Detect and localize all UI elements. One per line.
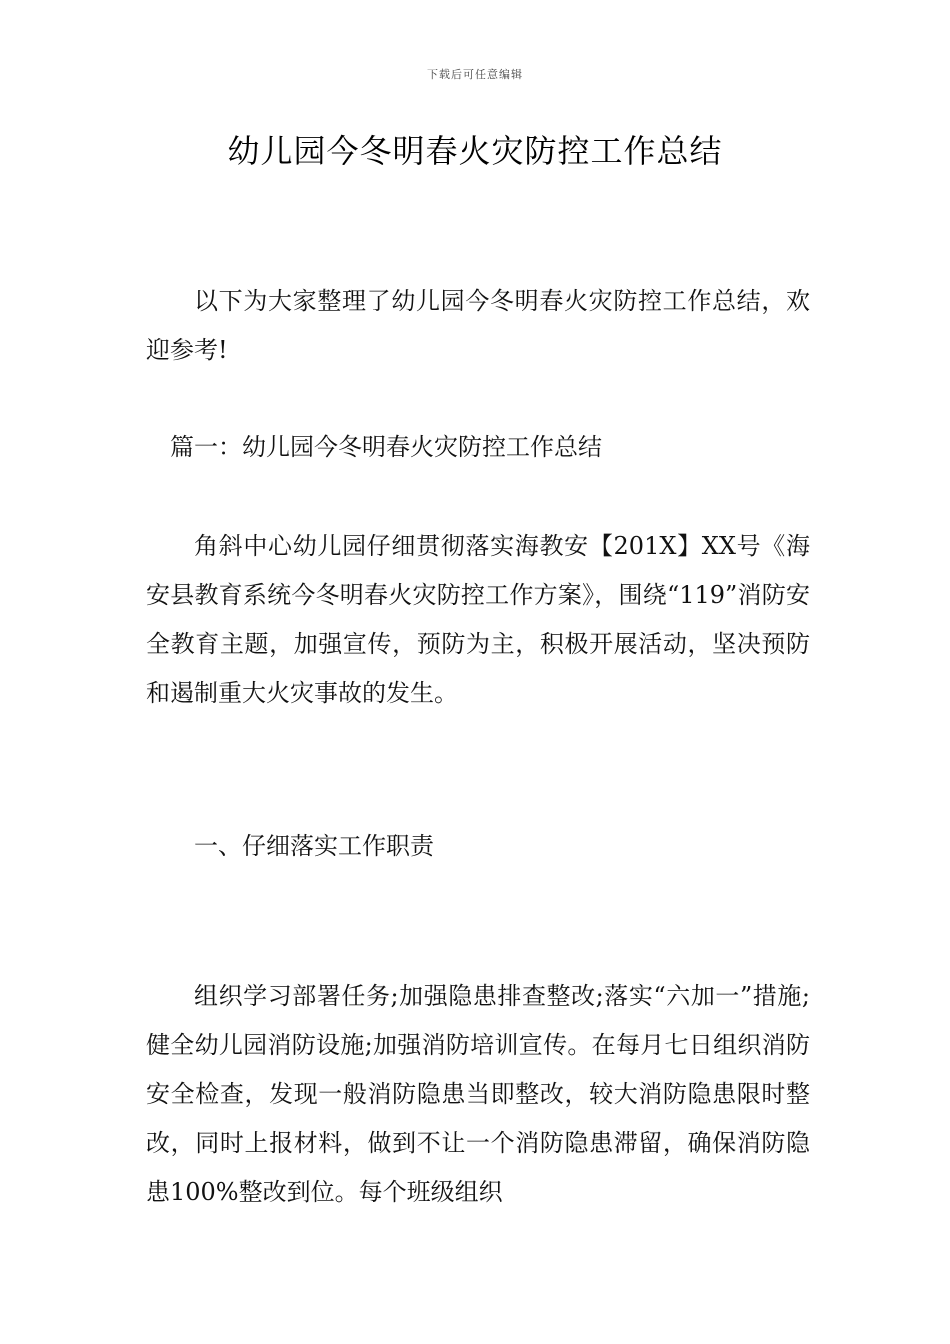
document-title: 幼儿园今冬明春火灾防控工作总结 xyxy=(227,132,723,170)
body-paragraph-1: 角斜中心幼儿园仔细贯彻落实海教安【201X】XX号《海安县教育系统今冬明春火灾防控工作方案》，围绕“119”消防安全教育主题，加强宣传，预防为主，积极开展活动，坚决预防和遏制重大火灾事故的发生。 xyxy=(146,532,810,707)
section-heading-1: 一、仔细落实工作职责 xyxy=(194,832,434,860)
chapter-heading: 篇一：幼儿园今冬明春火灾防控工作总结 xyxy=(170,433,602,461)
intro-paragraph: 以下为大家整理了幼儿园今冬明春火灾防控工作总结，欢迎参考! xyxy=(146,287,810,364)
body-paragraph-2: 组织学习部署任务;加强隐患排查整改;落实“六加一”措施;健全幼儿园消防设施;加强消防培训宣传。在每月七日组织消防安全检查，发现一般消防隐患当即整改，较大消防隐患限时整改，同时上报材料，做到不让一个消防隐患滞留，确保消防隐患100%整改到位。每个班级组织 xyxy=(146,982,810,1206)
header-note: 下载后可任意编辑 xyxy=(427,68,523,81)
